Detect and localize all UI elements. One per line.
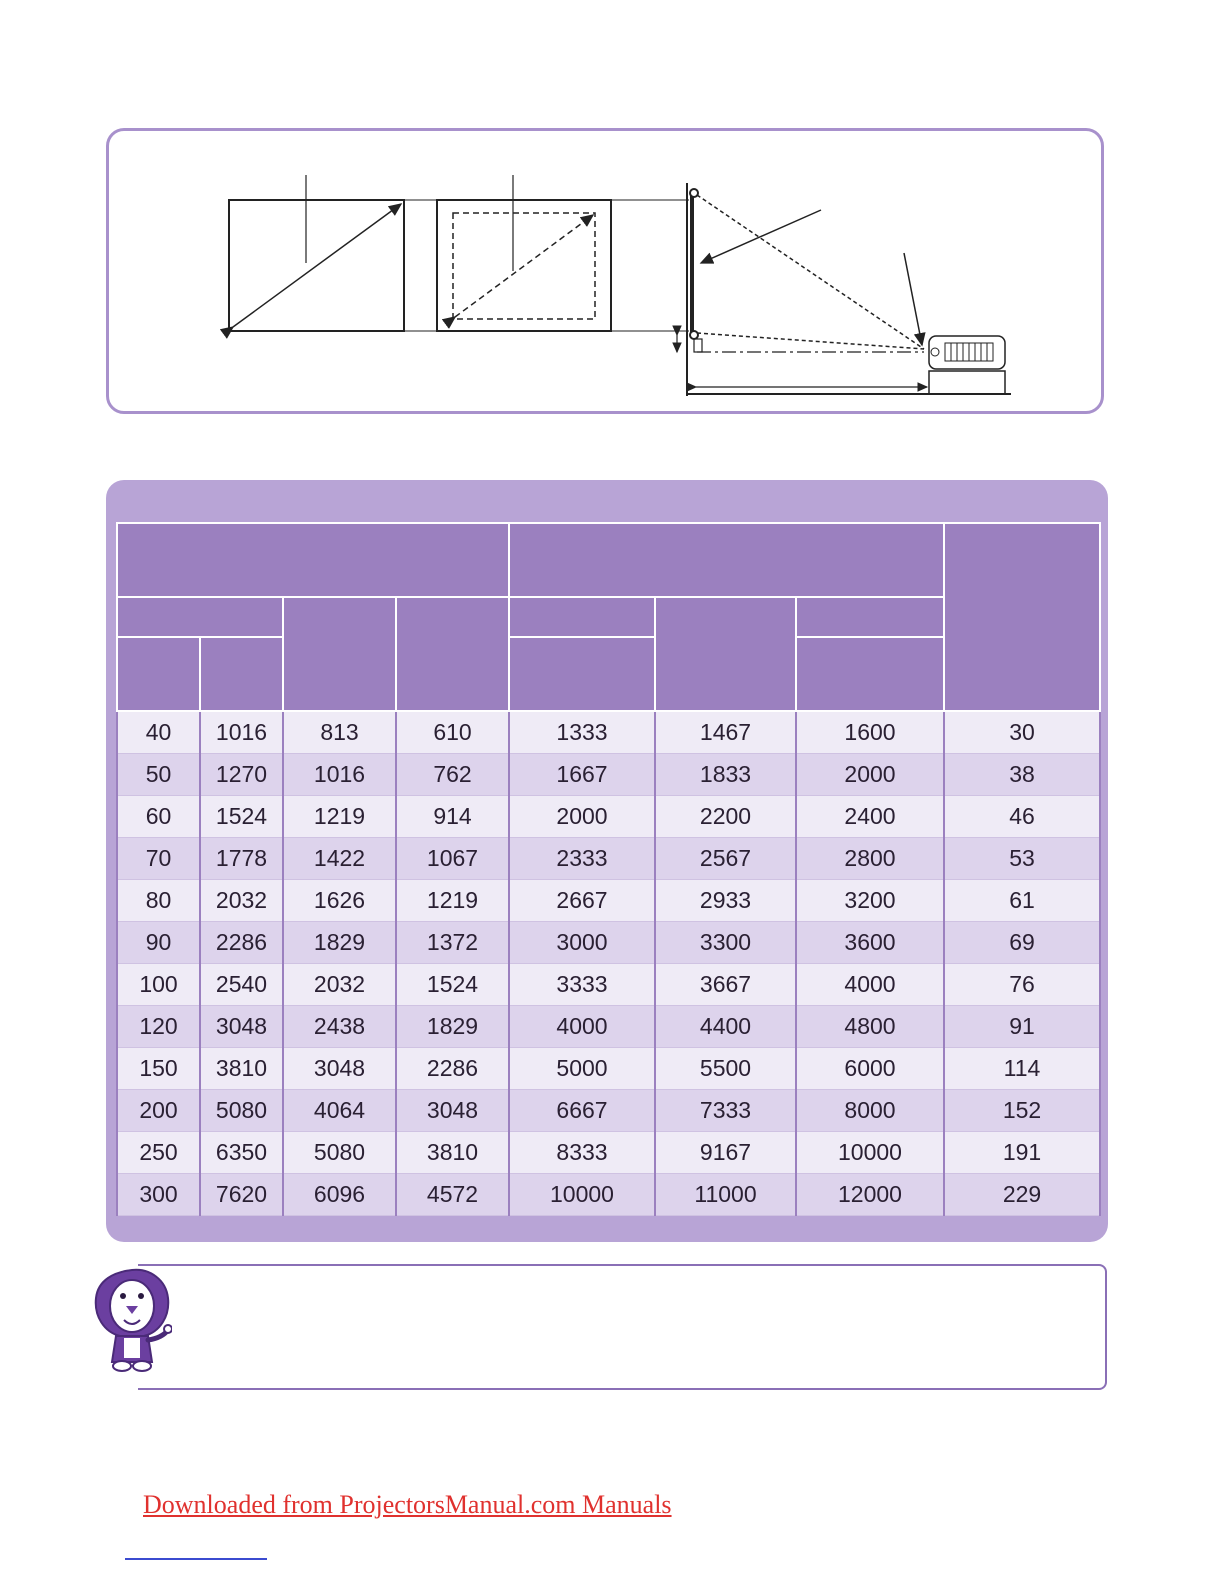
table-cell: 100: [117, 964, 200, 1006]
table-row: [117, 1090, 1100, 1132]
table-cell: 1833: [655, 754, 796, 796]
table-cell: 2032: [283, 964, 396, 1006]
table-cell: 1626: [283, 880, 396, 922]
table-cell: 120: [117, 1006, 200, 1048]
table-row: [117, 1132, 1100, 1174]
table-cell: 1524: [396, 964, 509, 1006]
table-cell: 114: [944, 1048, 1100, 1090]
table-cell: 90: [117, 922, 200, 964]
projector-icon: [929, 336, 1005, 369]
table-cell: 1467: [655, 711, 796, 754]
table-cell: 5500: [655, 1048, 796, 1090]
table-cell: 61: [944, 880, 1100, 922]
table-cell: 4572: [396, 1174, 509, 1216]
table-cell: 9167: [655, 1132, 796, 1174]
table-row: [117, 711, 1100, 754]
table-cell: 4064: [283, 1090, 396, 1132]
table-cell: 1016: [200, 711, 283, 754]
table-cell: 150: [117, 1048, 200, 1090]
table-cell: 610: [396, 711, 509, 754]
table-cell: 300: [117, 1174, 200, 1216]
table-cell: 200: [117, 1090, 200, 1132]
table-cell: 762: [396, 754, 509, 796]
projector-table: [929, 371, 1005, 394]
header-max-zoom: [796, 637, 944, 711]
min-zoom-screen: [437, 200, 611, 331]
table-row: [117, 1048, 1100, 1090]
table-cell: 4000: [509, 1006, 655, 1048]
table-cell: 2400: [796, 796, 944, 838]
table-cell: 250: [117, 1132, 200, 1174]
projection-diagram: [106, 128, 1104, 414]
table-cell: 38: [944, 754, 1100, 796]
table-cell: 2200: [655, 796, 796, 838]
table-row: [117, 1174, 1100, 1216]
table-cell: 6667: [509, 1090, 655, 1132]
table-cell: 91: [944, 1006, 1100, 1048]
header-min-zoom: [509, 637, 655, 711]
table-cell: 191: [944, 1132, 1100, 1174]
header-height: [396, 597, 509, 711]
upper-ray: [697, 195, 924, 349]
header-diagonal-inch: [117, 637, 200, 711]
table-cell: 914: [396, 796, 509, 838]
table-row: [117, 922, 1100, 964]
table-cell: 3048: [396, 1090, 509, 1132]
footnote-divider: [125, 1558, 267, 1560]
table-row: [117, 796, 1100, 838]
header-offset: [944, 523, 1100, 711]
table-cell: 30: [944, 711, 1100, 754]
header-max-distance: [796, 597, 944, 637]
table-cell: 69: [944, 922, 1100, 964]
table-cell: 76: [944, 964, 1100, 1006]
table-cell: 1524: [200, 796, 283, 838]
table-cell: 12000: [796, 1174, 944, 1216]
table-cell: 6350: [200, 1132, 283, 1174]
header-screen-dimensions: [117, 523, 509, 597]
table-row: [117, 754, 1100, 796]
table-cell: 1270: [200, 754, 283, 796]
table-cell: 11000: [655, 1174, 796, 1216]
table-row: [117, 880, 1100, 922]
table-cell: 2567: [655, 838, 796, 880]
table-cell: 1778: [200, 838, 283, 880]
table-cell: 1667: [509, 754, 655, 796]
table-cell: 5080: [283, 1132, 396, 1174]
table-row: [117, 1006, 1100, 1048]
table-cell: 3810: [200, 1048, 283, 1090]
table-cell: 2438: [283, 1006, 396, 1048]
footer-download-link[interactable]: Downloaded from ProjectorsManual.com Manuals: [143, 1490, 672, 1519]
table-cell: 1333: [509, 711, 655, 754]
table-cell: 3000: [509, 922, 655, 964]
table-cell: 1422: [283, 838, 396, 880]
table-cell: 4000: [796, 964, 944, 1006]
table-cell: 3810: [396, 1132, 509, 1174]
table-cell: 2933: [655, 880, 796, 922]
projection-diagram-drawing: [109, 131, 1107, 417]
table-cell: 1600: [796, 711, 944, 754]
table-cell: 6000: [796, 1048, 944, 1090]
table-cell: 10000: [509, 1174, 655, 1216]
table-cell: 7333: [655, 1090, 796, 1132]
table-cell: 813: [283, 711, 396, 754]
table-row: [117, 838, 1100, 880]
table-cell: 4400: [655, 1006, 796, 1048]
table-cell: 2000: [796, 754, 944, 796]
dimensions-table-panel: [106, 480, 1108, 1242]
header-diagonal: [117, 597, 283, 637]
table-cell: 10000: [796, 1132, 944, 1174]
table-cell: 2286: [396, 1048, 509, 1090]
header-width: [283, 597, 396, 711]
table-cell: 1219: [283, 796, 396, 838]
table-cell: 70: [117, 838, 200, 880]
table-cell: 2667: [509, 880, 655, 922]
table-cell: 152: [944, 1090, 1100, 1132]
lower-ray: [697, 333, 924, 349]
table-cell: 1372: [396, 922, 509, 964]
table-cell: 40: [117, 711, 200, 754]
table-cell: 3333: [509, 964, 655, 1006]
table-cell: 3600: [796, 922, 944, 964]
dimensions-table: [116, 522, 1101, 1216]
table-cell: 3048: [283, 1048, 396, 1090]
header-average: [655, 597, 796, 711]
table-cell: 2000: [509, 796, 655, 838]
header-diagonal-mm: [200, 637, 283, 711]
table-cell: 2540: [200, 964, 283, 1006]
header-min-distance: [509, 597, 655, 637]
max-zoom-diagonal: [233, 204, 401, 327]
table-cell: 1219: [396, 880, 509, 922]
table-cell: 2286: [200, 922, 283, 964]
table-cell: 3667: [655, 964, 796, 1006]
table-cell: 5080: [200, 1090, 283, 1132]
table-cell: 50: [117, 754, 200, 796]
table-row: [117, 964, 1100, 1006]
table-cell: 229: [944, 1174, 1100, 1216]
table-cell: 1829: [396, 1006, 509, 1048]
table-cell: 8000: [796, 1090, 944, 1132]
min-zoom-diagonal: [455, 215, 593, 317]
table-cell: 2333: [509, 838, 655, 880]
table-cell: 3048: [200, 1006, 283, 1048]
table-cell: 80: [117, 880, 200, 922]
table-cell: 5000: [509, 1048, 655, 1090]
table-cell: 2032: [200, 880, 283, 922]
table-cell: 2800: [796, 838, 944, 880]
note-box: [138, 1264, 1107, 1390]
table-cell: 53: [944, 838, 1100, 880]
table-cell: 3300: [655, 922, 796, 964]
table-cell: 60: [117, 796, 200, 838]
table-cell: 7620: [200, 1174, 283, 1216]
table-cell: 1016: [283, 754, 396, 796]
table-cell: 8333: [509, 1132, 655, 1174]
table-cell: 6096: [283, 1174, 396, 1216]
table-cell: 4800: [796, 1006, 944, 1048]
lion-mascot-icon: [92, 1266, 172, 1380]
table-cell: 46: [944, 796, 1100, 838]
table-cell: 1829: [283, 922, 396, 964]
header-projection-distance: [509, 523, 944, 597]
table-cell: 3200: [796, 880, 944, 922]
table-cell: 1067: [396, 838, 509, 880]
